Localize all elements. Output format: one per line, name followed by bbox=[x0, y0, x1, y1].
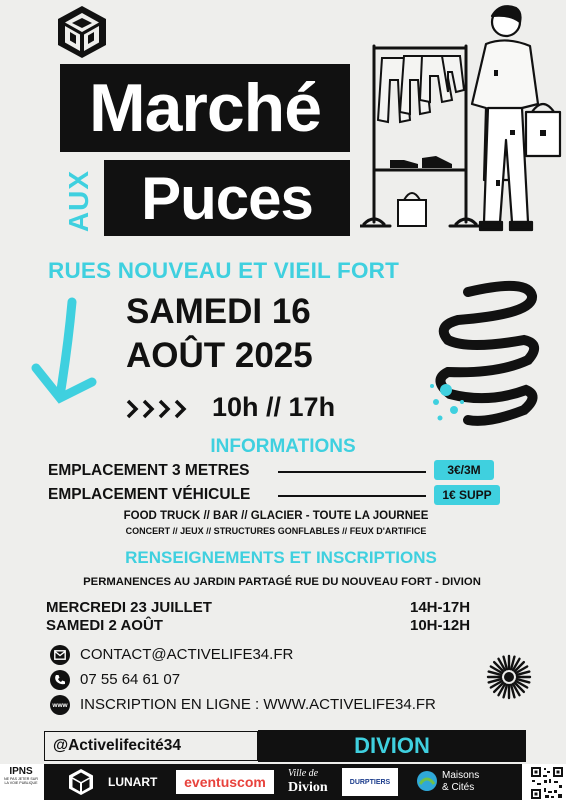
sponsor-maisons-line2: & Cités bbox=[442, 782, 475, 793]
divider bbox=[278, 495, 426, 497]
sunburst-decoration-icon bbox=[486, 654, 532, 700]
price-badge: 3€/3M bbox=[434, 460, 494, 480]
permanence-text: PERMANENCES AU JARDIN PARTAGÉ RUE DU NOUVEAU FORT - DIVION bbox=[83, 576, 481, 588]
contact-web[interactable]: INSCRIPTION EN LIGNE : WWW.ACTIVELIFE34.FR bbox=[80, 696, 436, 713]
extras-main: FOOD TRUCK // BAR // GLACIER - TOUTE LA JOURNEE bbox=[123, 510, 429, 522]
sponsor-eventus: eventuscom bbox=[184, 774, 266, 790]
schedule-day: MERCREDI 23 JUILLET bbox=[46, 599, 212, 616]
extras-sub: CONCERT // JEUX // STRUCTURES GONFLABLES // FEUX D'ARTIFICE bbox=[125, 526, 427, 536]
maisons-logo-icon bbox=[416, 770, 438, 792]
sponsor-dupe: DURPTIERS bbox=[349, 778, 391, 786]
sponsor-maisons-line1: Maisons bbox=[442, 770, 480, 781]
event-date-line1: SAMEDI 16 bbox=[126, 292, 311, 331]
qr-code-icon[interactable] bbox=[530, 766, 564, 800]
price-badge: 1€ SUPP bbox=[434, 485, 500, 505]
event-streets: RUES NOUVEAU ET VIEIL FORT bbox=[48, 258, 400, 283]
informations-heading: INFORMATIONS bbox=[210, 436, 356, 457]
schedule-time: 10H-12H bbox=[410, 617, 471, 634]
sponsor-ville-small: Ville de bbox=[288, 768, 319, 779]
title-aux: AUX bbox=[63, 169, 94, 233]
event-date-line2: AOÛT 2025 bbox=[126, 336, 313, 375]
info-row-label: EMPLACEMENT VÉHICULE bbox=[48, 486, 251, 503]
contact-email[interactable]: CONTACT@ACTIVELIFE34.FR bbox=[80, 646, 294, 663]
web-icon-label: www bbox=[52, 701, 68, 709]
ipns-subtext: NE PAS JETER SUR LA VOIE PUBLIQUE bbox=[4, 777, 38, 785]
ipns-notice bbox=[2, 766, 40, 785]
social-handle: @Activelifecité34 bbox=[44, 731, 258, 761]
sponsor-band bbox=[44, 764, 522, 800]
phone-icon bbox=[50, 670, 70, 690]
info-row-label: EMPLACEMENT 3 METRES bbox=[48, 462, 250, 479]
title-marche: Marché bbox=[60, 64, 350, 152]
cube-logo-icon bbox=[68, 768, 94, 796]
title-puces: Puces bbox=[104, 160, 350, 236]
ipns-title: IPNS bbox=[9, 766, 33, 777]
web-icon bbox=[50, 695, 70, 715]
email-icon bbox=[50, 645, 70, 665]
city-name: DIVION bbox=[258, 730, 526, 762]
shopping-woman-illustration bbox=[360, 0, 566, 245]
sponsor-eventus-box bbox=[176, 770, 274, 794]
arrow-down-icon bbox=[30, 296, 100, 406]
schedule-time: 14H-17H bbox=[410, 599, 471, 616]
sponsor-ville-big: Divion bbox=[288, 780, 328, 795]
contact-phone[interactable]: 07 55 64 61 07 bbox=[80, 671, 181, 688]
sponsor-lunart: LUNART bbox=[108, 775, 158, 789]
cube-logo-icon bbox=[56, 4, 108, 60]
divider bbox=[278, 471, 426, 473]
spiral-decoration-icon bbox=[428, 270, 548, 440]
event-hours: 10h // 17h bbox=[212, 392, 336, 422]
chevrons-icon bbox=[126, 398, 192, 420]
sponsor-dupe-box bbox=[342, 768, 398, 796]
inscriptions-heading: RENSEIGNEMENTS ET INSCRIPTIONS bbox=[125, 548, 437, 567]
schedule-day: SAMEDI 2 AOÛT bbox=[46, 617, 163, 634]
